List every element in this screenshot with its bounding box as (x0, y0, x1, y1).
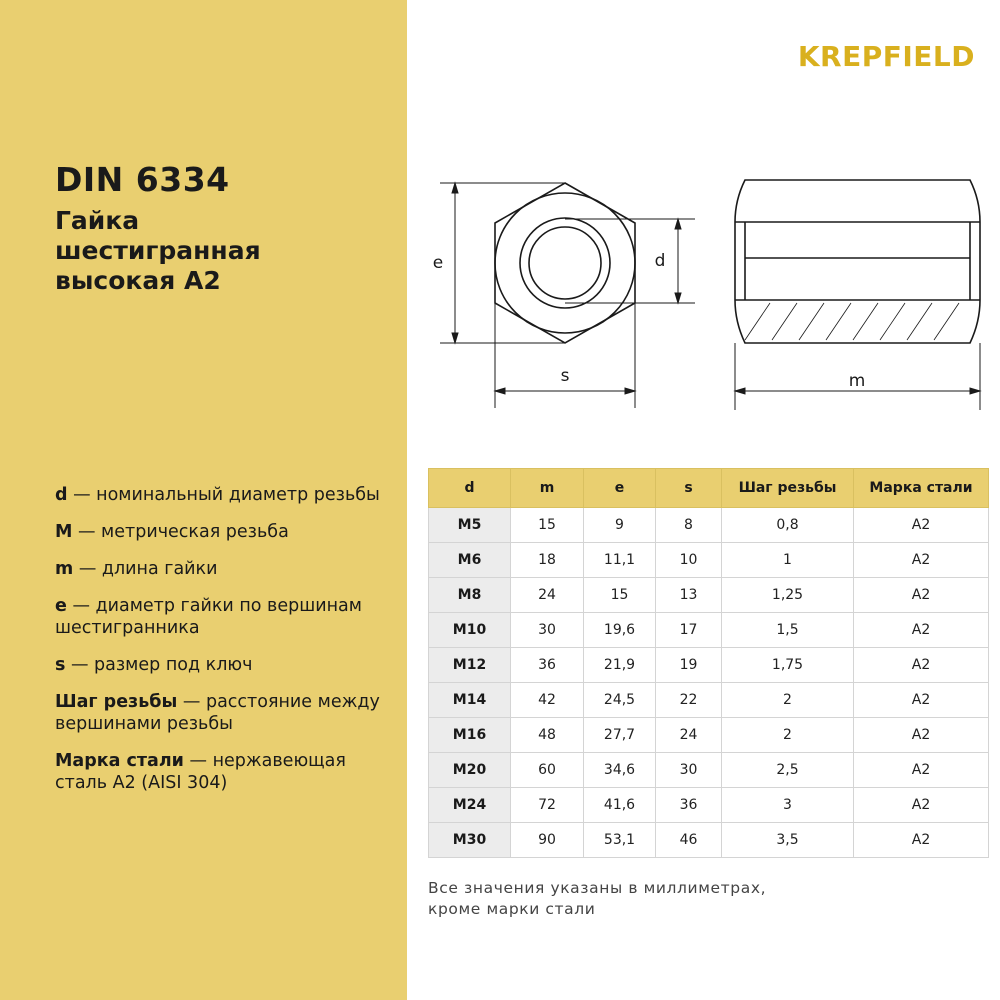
legend-item-m-length (55, 558, 400, 580)
cell: 60 (511, 753, 584, 788)
cell: 15 (511, 508, 584, 543)
hex-outline (495, 183, 635, 343)
legend-item-e (55, 595, 400, 639)
legend-item-d (55, 484, 400, 506)
hatching (745, 303, 959, 340)
label-m: m (848, 371, 866, 391)
cell: 24 (511, 578, 584, 613)
cell: A2 (854, 823, 989, 858)
table-header-row (429, 469, 989, 508)
cell: A2 (854, 648, 989, 683)
product-name-line-2: шестигранная (55, 236, 261, 265)
col-header-d: d (429, 469, 511, 508)
legend-item-s (55, 654, 400, 676)
cell-size: M30 (429, 823, 511, 858)
cell: 42 (511, 683, 584, 718)
table-row (429, 648, 989, 683)
footnote (428, 878, 868, 920)
cell: 2 (722, 718, 854, 753)
table-row (429, 718, 989, 753)
cell-size: M20 (429, 753, 511, 788)
footnote-line-2: кроме марки стали (428, 900, 596, 918)
cell: 19 (656, 648, 722, 683)
cell: 34,6 (584, 753, 656, 788)
legend-desc: — длина гайки (73, 559, 218, 579)
col-header-steel: Марка стали (854, 469, 989, 508)
cell: A2 (854, 788, 989, 823)
footnote-line-1: Все значения указаны в миллиметрах, (428, 879, 767, 897)
nut-outer-circle (495, 193, 635, 333)
legend-term: s (55, 655, 66, 675)
cell: 2,5 (722, 753, 854, 788)
table-row (429, 508, 989, 543)
cell: 48 (511, 718, 584, 753)
cell: 2 (722, 683, 854, 718)
cell: 3,5 (722, 823, 854, 858)
cell: 53,1 (584, 823, 656, 858)
table-row (429, 788, 989, 823)
cell-size: M6 (429, 543, 511, 578)
legend-term: m (55, 559, 74, 579)
brand-logo: KREPFIELD (797, 40, 975, 73)
col-header-s: s (656, 469, 722, 508)
cell-size: M24 (429, 788, 511, 823)
col-header-pitch: Шаг резьбы (722, 469, 854, 508)
cell: 1 (722, 543, 854, 578)
cell: 8 (656, 508, 722, 543)
cell: 24 (656, 718, 722, 753)
legend-desc: — диаметр гайки по вершинам шестигранника (55, 596, 362, 638)
col-header-e: e (584, 469, 656, 508)
cell-size: M5 (429, 508, 511, 543)
cell: 24,5 (584, 683, 656, 718)
cell: A2 (854, 718, 989, 753)
legend-term: d (55, 485, 68, 505)
legend-item-m-thread (55, 521, 400, 543)
legend-desc: — номинальный диаметр резьбы (67, 485, 380, 505)
cell: A2 (854, 543, 989, 578)
legend-desc: — нержавеющая сталь A2 (AISI 304) (55, 751, 346, 793)
label-s: s (560, 366, 570, 386)
cell: 0,8 (722, 508, 854, 543)
cell-size: M16 (429, 718, 511, 753)
cell: A2 (854, 578, 989, 613)
legend-term: e (55, 596, 67, 616)
cell: 41,6 (584, 788, 656, 823)
standard-title: DIN 6334 (55, 160, 230, 199)
cell: 30 (511, 613, 584, 648)
cell: 18 (511, 543, 584, 578)
cell-size: M8 (429, 578, 511, 613)
cell: A2 (854, 613, 989, 648)
cell: A2 (854, 683, 989, 718)
cell-size: M12 (429, 648, 511, 683)
legend-term: Марка стали (55, 751, 184, 771)
cell: 90 (511, 823, 584, 858)
cell: 10 (656, 543, 722, 578)
cell: 17 (656, 613, 722, 648)
cell: 46 (656, 823, 722, 858)
cell: 1,25 (722, 578, 854, 613)
cell: 11,1 (584, 543, 656, 578)
cell: 3 (722, 788, 854, 823)
cell: 72 (511, 788, 584, 823)
product-name (55, 206, 395, 296)
table-row (429, 543, 989, 578)
cell: 9 (584, 508, 656, 543)
cell: A2 (854, 508, 989, 543)
table-row (429, 613, 989, 648)
thread-circle (520, 218, 610, 308)
spec-table (428, 468, 989, 858)
label-d: d (654, 251, 666, 271)
bore-circle (529, 227, 601, 299)
cell: 30 (656, 753, 722, 788)
legend (55, 484, 400, 809)
left-info-panel (0, 0, 407, 1000)
cell: 13 (656, 578, 722, 613)
cell: 27,7 (584, 718, 656, 753)
cell: 1,5 (722, 613, 854, 648)
table-row (429, 823, 989, 858)
cell: 22 (656, 683, 722, 718)
legend-desc: — метрическая резьба (72, 522, 289, 542)
cell: A2 (854, 753, 989, 788)
cell: 36 (656, 788, 722, 823)
legend-term: Шаг резьбы (55, 692, 178, 712)
product-name-line-3: высокая A2 (55, 266, 221, 295)
legend-desc: — расстояние между вершинами резьбы (55, 692, 380, 734)
legend-desc: — размер под ключ (65, 655, 253, 675)
cell-size: M14 (429, 683, 511, 718)
cell: 1,75 (722, 648, 854, 683)
label-e: e (432, 253, 444, 273)
legend-item-steel (55, 750, 400, 794)
table-row (429, 753, 989, 788)
cell: 15 (584, 578, 656, 613)
title-block (55, 160, 395, 296)
table-row (429, 578, 989, 613)
legend-item-pitch (55, 691, 400, 735)
nut-drawing (420, 160, 990, 420)
legend-term: M (55, 522, 73, 542)
col-header-m: m (511, 469, 584, 508)
cell: 19,6 (584, 613, 656, 648)
cell: 21,9 (584, 648, 656, 683)
side-view-outline (735, 180, 980, 343)
cell-size: M10 (429, 613, 511, 648)
cell: 36 (511, 648, 584, 683)
table-row (429, 683, 989, 718)
product-name-line-1: Гайка (55, 206, 140, 235)
